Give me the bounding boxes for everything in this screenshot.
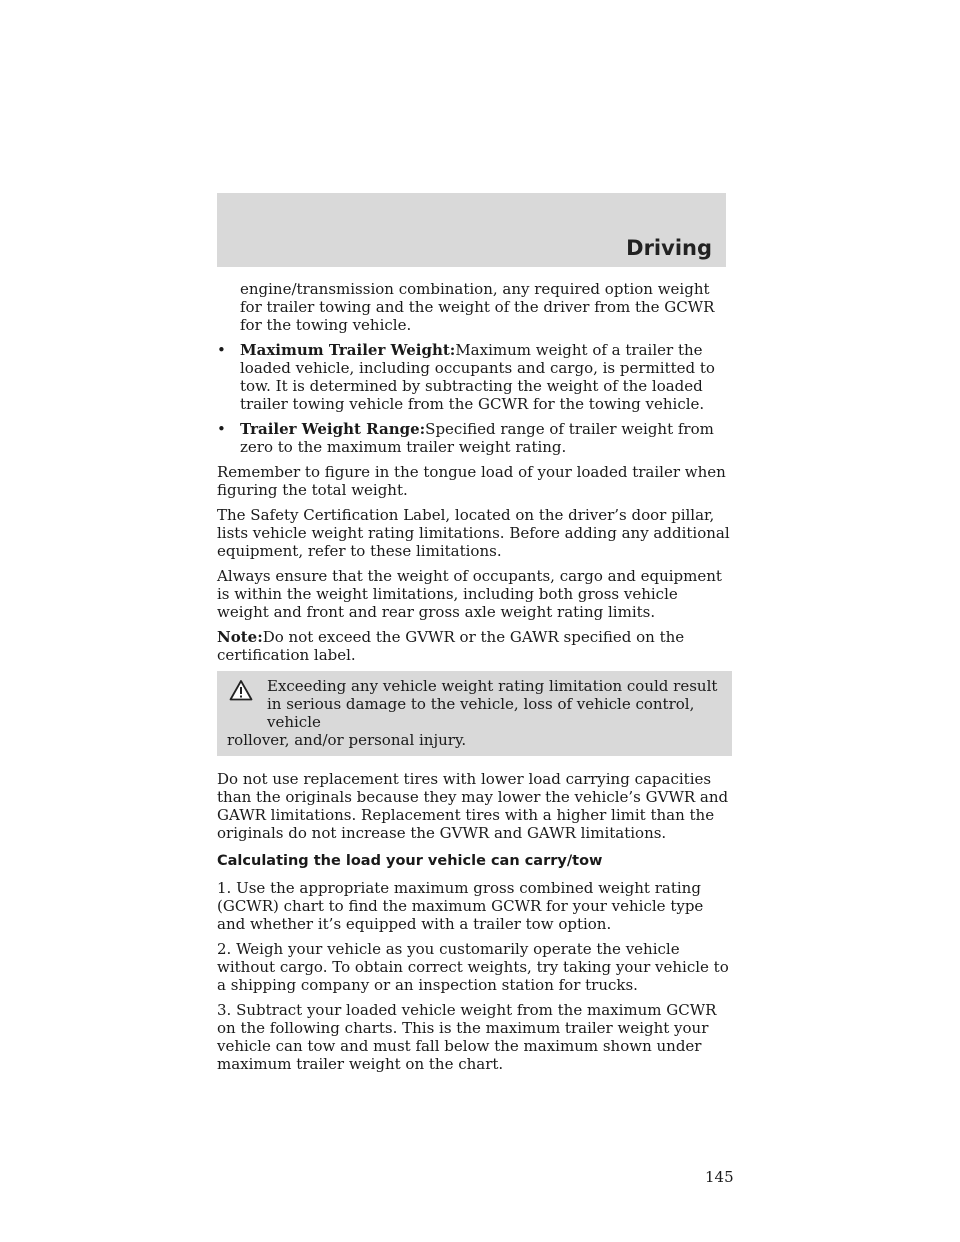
step-item: 2. Weigh your vehicle as you customarily operate the vehicle without cargo. To obtain correct weights, try taking your vehicle to a shipping company or an inspection station for trucks. bbox=[217, 940, 729, 994]
paragraph: Always ensure that the weight of occupants, cargo and equipment is within the weight limitations, including both gross vehicle weight and front and rear gross axle weight rating limits. bbox=[217, 567, 722, 621]
bullet-text: Maximum weight of a trailer the loaded vehicle, including occupants and cargo, is permitted to tow. It is determined by subtracting the weight of the loaded trailer towing vehicle from the GCWR for the towing vehicle. bbox=[240, 341, 715, 413]
warning-text-continued: rollover, and/or personal injury. bbox=[227, 731, 467, 749]
bullet-item bbox=[217, 420, 732, 456]
bullet-text: Specified range of trailer weight from zero to the maximum trailer weight rating. bbox=[240, 420, 714, 456]
page-body bbox=[217, 280, 732, 1080]
bullet-symbol: • bbox=[217, 420, 226, 438]
note bbox=[217, 628, 732, 664]
warning-text: Exceeding any vehicle weight rating limitation could result in serious damage to the vehicle, loss of vehicle control, vehicle bbox=[267, 677, 718, 731]
paragraph: Do not use replacement tires with lower load carrying capacities than the originals because they may lower the vehicle’s GVWR and GAWR limitations. Replacement tires with a higher limit than the originals do not increase the GVWR and GAWR limitations. bbox=[217, 770, 729, 842]
warning-triangle-icon bbox=[229, 679, 253, 701]
intro-continuation: engine/transmission combination, any required option weight for trailer towing and the weight of the driver from the GCWR for the towing vehicle. bbox=[240, 280, 715, 334]
page-number: 145 bbox=[705, 1168, 734, 1186]
section-heading: Calculating the load your vehicle can carry/tow bbox=[217, 853, 603, 869]
step-item: 1. Use the appropriate maximum gross combined weight rating (GCWR) chart to find the maximum GCWR for your vehicle type and whether it’s equipped with a trailer tow option. bbox=[217, 879, 704, 933]
bullet-term: Trailer Weight Range: bbox=[240, 420, 426, 438]
bullet-symbol: • bbox=[217, 341, 226, 359]
section-header bbox=[217, 193, 726, 267]
paragraph: Remember to figure in the tongue load of your loaded trailer when figuring the total weight. bbox=[217, 463, 726, 499]
paragraph: The Safety Certification Label, located on the driver’s door pillar, lists vehicle weight rating limitations. Before adding any additional equipment, refer to these limitations. bbox=[217, 506, 730, 560]
warning-box bbox=[217, 671, 732, 756]
note-label: Note: bbox=[217, 628, 263, 646]
step-item: 3. Subtract your loaded vehicle weight from the maximum GCWR on the following charts. This is the maximum trailer weight your vehicle can tow and must fall below the maximum shown under maximum trailer weight on the chart. bbox=[217, 1001, 717, 1073]
bullet-term: Maximum Trailer Weight: bbox=[240, 341, 456, 359]
note-text: Do not exceed the GVWR or the GAWR specified on the certification label. bbox=[217, 628, 685, 664]
bullet-item bbox=[217, 341, 732, 413]
section-title: Driving bbox=[626, 236, 712, 260]
